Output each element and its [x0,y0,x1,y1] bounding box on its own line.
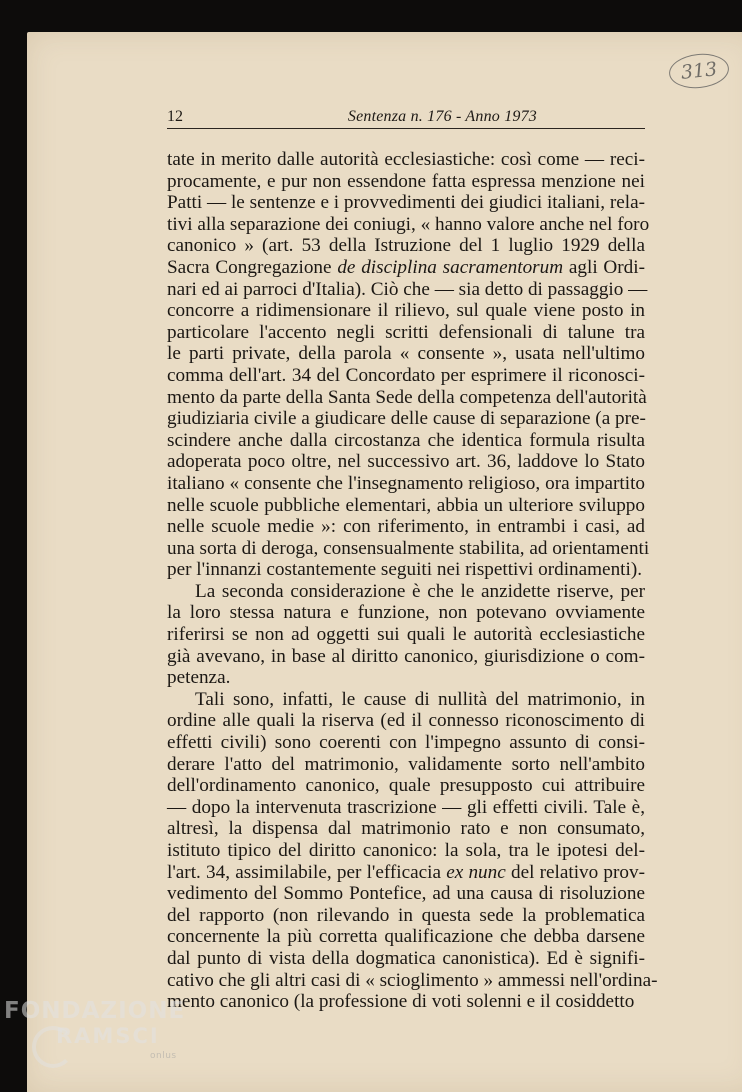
text-line: Tali sono, infatti, le cause di nullità del matrimonio, in [195,688,645,710]
text-line: procamente, e pur non essendone fatta espressa menzione nei [167,170,645,192]
text-line: una sorta di deroga, consensualmente stabilita, ad orientamenti [167,537,650,559]
text-line: concorre a ridimensionare il rilievo, sul quale viene posto in [167,300,645,322]
paragraph [167,688,658,1013]
text-line: la loro stessa natura e funzione, non potevano ovviamente [167,602,645,624]
text-line: ordine alle quali la riserva (ed il connesso riconoscimento di [167,710,645,732]
text-line: La seconda considerazione è che le anzidette riserve, per [195,580,645,602]
text-line: tate in merito dalle autorità ecclesiastiche: così come — reci- [167,149,645,170]
text-line: cativo che gli altri casi di « scioglimento » ammessi nell'ordina- [167,969,658,991]
gramsci-logo-icon [32,1026,74,1068]
text-line: tivi alla separazione dei coniugi, « hanno valore anche nel foro [167,213,650,235]
text-line: altresì, la dispensa dal matrimonio rato e non consumato, [167,818,645,840]
text-line: vedimento del Sommo Pontefice, ad una causa di risoluzione [167,883,645,905]
text-line: giudiziaria civile a giudicare delle cause di separazione (a pre- [167,408,646,430]
text-line: Sacra Congregazione de disciplina sacramentorum agli Ordi- [167,256,645,278]
paragraph [167,149,650,581]
text-line: Patti — le sentenze e i provvedimenti dei giudici italiani, rela- [167,192,645,214]
text-line: italiano « consente che l'insegnamento religioso, ora impartito [167,472,645,494]
text-line: comma dell'art. 34 del Concordato per esprimere il riconosci- [167,364,645,386]
paragraph [167,581,645,689]
text-line: per l'innanzi costantemente seguiti nei rispettivi ordinamenti). [167,559,643,581]
watermark-line-1: FONDAZIONE [4,998,186,1024]
text-line: mento canonico (la professione di voti solenni e il cosiddetto [167,991,635,1013]
text-line: riferirsi se non ad oggetti sui quali le autorità ecclesiastiche [167,624,645,646]
document-page [27,32,742,1092]
watermark-line-2-text: RAMSCI [56,1024,160,1048]
text-line: effetti civili) sono coerenti con l'impegno assunto di consi- [167,732,645,754]
text-line: dal punto di vista della dogmatica canonistica). Ed è signifi- [167,947,645,969]
text-line: del rapporto (non rilevando in questa sede la problematica [167,904,645,926]
text-line: petenza. [167,667,231,689]
text-line: l'art. 34, assimilabile, per l'efficacia ex nunc del relativo prov- [167,861,645,883]
running-title: Sentenza n. 176 - Anno 1973 [347,108,537,125]
text-line: le parti private, della parola « consente », usata nell'ultimo [167,343,645,365]
text-line: mento da parte della Santa Sede della competenza dell'autorità [167,386,647,408]
page-number: 12 [167,108,183,125]
text-line: nelle scuole medie »: con riferimento, in entrambi i casi, ad [167,516,645,538]
text-line: concernente la più corretta qualificazione che debba darsene [167,926,645,948]
text-line: derare l'atto del matrimonio, validamente sorto nell'ambito [167,753,645,775]
running-header [167,108,645,129]
text-line: adoperata poco oltre, nel successivo art. 36, laddove lo Stato [167,451,645,473]
fondazione-gramsci-watermark [4,998,186,1061]
text-line: dell'ordinamento canonico, quale presupposto cui attribuire [167,775,645,797]
text-line: scindere anche dalla circostanza che identica formula risulta [167,429,645,451]
text-line: già avevano, in base al diritto canonico, giurisdizione o com- [167,645,645,667]
text-line: nari ed ai parroci d'Italia). Ciò che — sia detto di passaggio — [167,278,648,300]
archive-page-annotation: 313 [667,51,730,91]
text-line: particolare l'accento negli scritti defensionali di talune tra [167,321,645,343]
text-line: nelle scuole pubbliche elementari, abbia un ulteriore sviluppo [167,494,645,516]
watermark-small-text: onlus [150,1051,177,1061]
body-text [167,149,658,1013]
watermark-line-2 [4,1024,185,1048]
text-line: canonico » (art. 53 della Istruzione del 1 luglio 1929 della [167,235,645,257]
text-line: istituto tipico del diritto canonico: la sola, tra le ipotesi del- [167,840,645,861]
text-line: — dopo la intervenuta trascrizione — gli effetti civili. Tale è, [167,796,645,818]
